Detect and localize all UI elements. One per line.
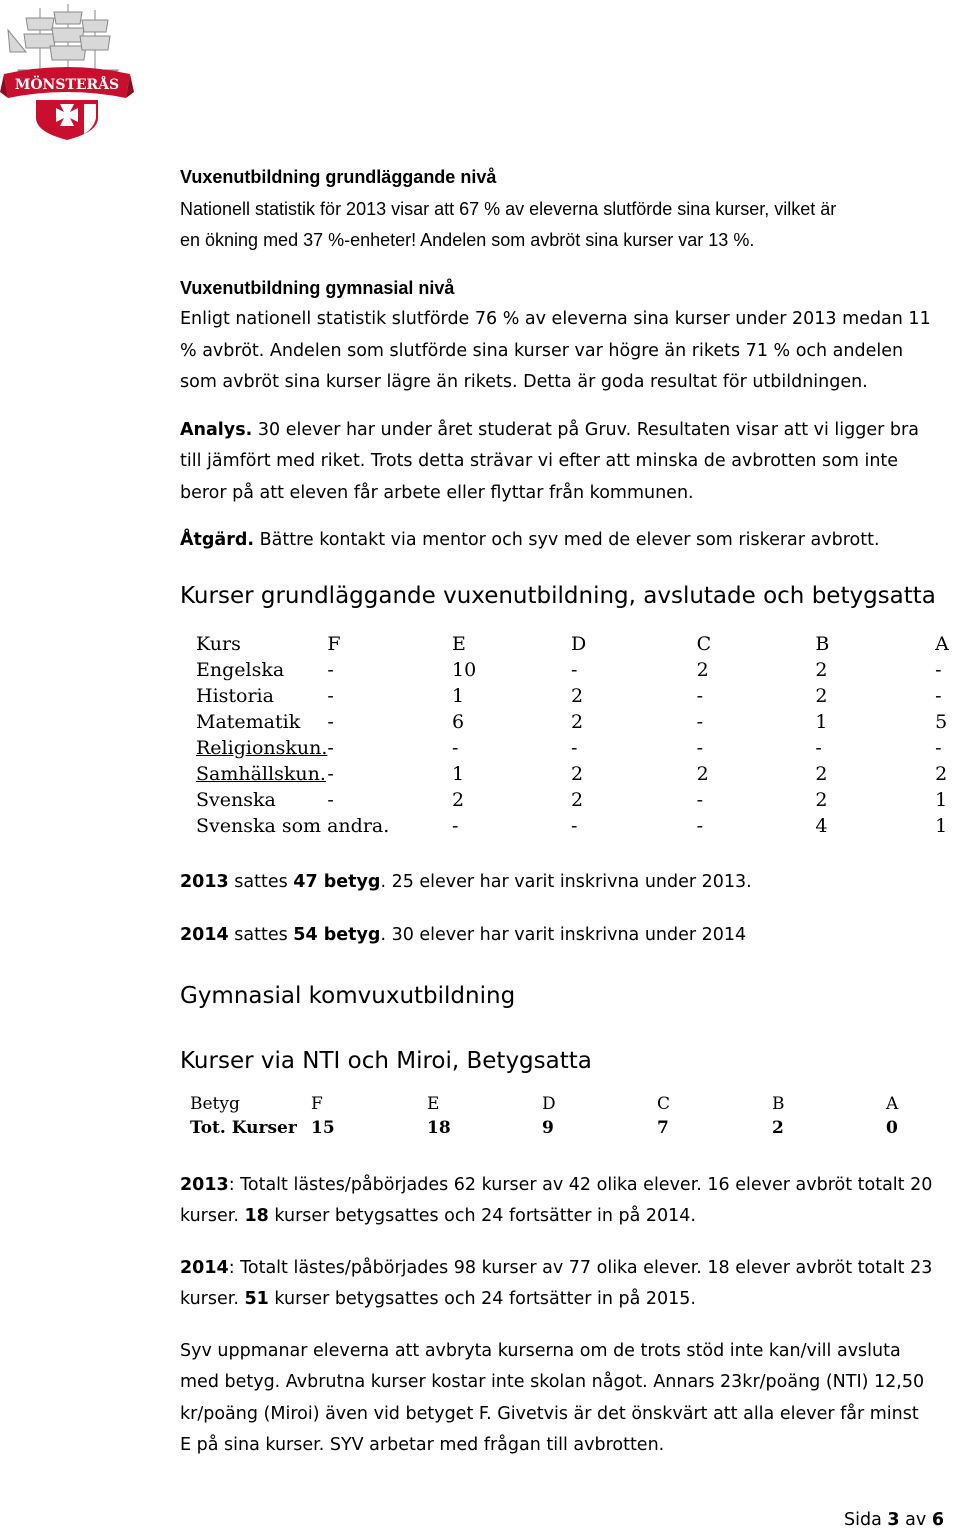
table-cell: 6 <box>452 710 465 733</box>
table-header-cell: A <box>886 1093 899 1114</box>
table-cell: 2 <box>772 1117 784 1138</box>
table-cell: - <box>327 762 334 785</box>
table-header-cell: B <box>815 632 830 655</box>
table-cell: 9 <box>542 1117 554 1138</box>
table-cell: 2 <box>571 788 584 811</box>
table-cell: - <box>935 684 942 707</box>
atgard-label: Åtgärd. <box>180 530 255 550</box>
table-cell: - <box>696 684 704 707</box>
table-cell: Svenska som andra. <box>196 814 390 837</box>
table-header-cell: B <box>772 1093 785 1114</box>
table-cell: - <box>327 658 334 681</box>
table-cell: Historia <box>196 684 274 707</box>
paragraph-line: % avbröt. Andelen som slutförde sina kurser var högre än rikets 71 % och andelen <box>180 340 904 361</box>
table-cell: - <box>327 684 334 707</box>
table-header-cell: C <box>696 632 712 655</box>
table-cell: 4 <box>815 814 828 837</box>
table-cell: - <box>452 736 459 759</box>
paragraph-line: Enligt nationell statistik slutförde 76 % av eleverna sina kurser under 2013 medan 11 <box>180 309 931 329</box>
heading-grundlaggande: Vuxenutbildning grundläggande nivå <box>180 167 497 187</box>
table-cell: 5 <box>935 710 948 733</box>
table-row <box>196 787 955 813</box>
table-header-cell: E <box>452 632 466 655</box>
heading-gymnasial: Vuxenutbildning gymnasial nivå <box>180 277 455 298</box>
paragraph-line: som avbröt sina kurser lägre än rikets. Detta är goda resultat för utbildningen. <box>180 372 868 392</box>
table-cell: Engelska <box>196 658 285 681</box>
table-row <box>196 735 955 761</box>
table-header-row <box>196 631 955 657</box>
table-cell: Tot. Kurser <box>190 1117 297 1138</box>
table-cell: - <box>571 736 578 759</box>
table-cell: - <box>452 814 459 837</box>
table-header-cell: A <box>935 632 949 655</box>
stats-2014-line-2: kurser. 51 kurser betygsattes och 24 fortsätter in på 2015. <box>180 1289 696 1309</box>
table-cell: - <box>327 710 334 733</box>
sattes-2014: 2014 sattes 54 betyg. 30 elever har varit inskrivna under 2014 <box>180 925 747 945</box>
table-header-cell: Kurs <box>196 632 241 655</box>
table-header-cell: F <box>311 1093 323 1114</box>
table-row <box>196 657 955 683</box>
stats-2014-line-1: 2014: Totalt lästes/påbörjades 98 kurser av 77 olika elever. 18 elever avbröt totalt 23 <box>180 1257 933 1278</box>
sattes-2013: 2013 sattes 47 betyg. 25 elever har varit inskrivna under 2013. <box>180 871 752 892</box>
stats-2013-line-2: kurser. 18 kurser betygsattes och 24 fortsätter in på 2014. <box>180 1206 696 1226</box>
table-cell: 2 <box>571 710 584 733</box>
table-row <box>196 761 955 787</box>
logo-text: MÖNSTERÅS <box>14 77 120 93</box>
paragraph-line: beror på att eleven får arbete eller flyttar från kommunen. <box>180 482 694 503</box>
table-cell: 2 <box>452 788 465 811</box>
table-cell: 2 <box>935 762 948 785</box>
table-cell: Svenska <box>196 788 276 811</box>
table-cell: - <box>571 658 578 681</box>
monsteras-logo <box>0 0 135 140</box>
table-cell: 2 <box>571 684 584 707</box>
table-header-cell: D <box>542 1093 556 1114</box>
table-cell: 2 <box>696 658 709 681</box>
table-cell: 2 <box>815 762 828 785</box>
table-cell: 10 <box>452 658 477 681</box>
table-row <box>190 1116 906 1140</box>
table-cell: Religionskun. <box>196 736 328 759</box>
table-cell: - <box>696 710 704 733</box>
paragraph-line: Nationell statistik för 2013 visar att 67 % av eleverna slutförde sina kurser, vilket är <box>180 198 837 219</box>
document-body <box>180 162 955 1462</box>
table-header-cell: C <box>657 1093 671 1114</box>
table-cell: Samhällskun. <box>196 762 326 785</box>
table-cell: 18 <box>427 1117 451 1138</box>
table-cell: 2 <box>815 788 828 811</box>
table-cell: 1 <box>452 684 465 707</box>
paragraph-line: Syv uppmanar eleverna att avbryta kurserna om de trots stöd inte kan/vill avsluta <box>180 1340 901 1361</box>
grades-table-grund <box>196 631 955 839</box>
table-cell: 1 <box>935 814 948 837</box>
table-cell: - <box>327 788 334 811</box>
section-title-kurser-grund: Kurser grundläggande vuxenutbildning, avslutade och betygsatta <box>180 582 936 609</box>
paragraph-line: med betyg. Avbrutna kurser kostar inte skolan något. Annars 23kr/poäng (NTI) 12,50 <box>180 1372 925 1392</box>
paragraph-line: E på sina kurser. SYV arbetar med frågan till avbrotten. <box>180 1435 665 1455</box>
table-cell: - <box>815 736 822 759</box>
section-title-gymnasial-komvux: Gymnasial komvuxutbildning <box>180 982 516 1009</box>
table-header-cell: D <box>571 632 587 655</box>
table-header-cell: E <box>427 1093 440 1114</box>
table-cell: 1 <box>935 788 948 811</box>
stats-2013-line-1: 2013: Totalt lästes/påbörjades 62 kurser av 42 olika elever. 16 elever avbröt totalt 20 <box>180 1174 933 1195</box>
page-number: Sida 3 av 6 <box>844 1510 944 1530</box>
table-cell: 15 <box>311 1117 335 1138</box>
table-cell: - <box>571 814 578 837</box>
table-header-cell: Betyg <box>190 1093 240 1114</box>
table-row <box>196 683 955 709</box>
table-cell: 1 <box>815 710 828 733</box>
atgard-line: Åtgärd. Bättre kontakt via mentor och syv med de elever som riskerar avbrott. <box>180 530 880 550</box>
table-cell: - <box>327 736 334 759</box>
table-cell: Matematik <box>196 710 301 733</box>
analys-line-1: Analys. 30 elever har under året studerat på Gruv. Resultaten visar att vi ligger bra <box>180 419 919 440</box>
section-title-kurser-nti: Kurser via NTI och Miroi, Betygsatta <box>180 1047 592 1074</box>
table-cell: - <box>696 788 704 811</box>
table-cell: 2 <box>815 684 828 707</box>
table-header-row <box>190 1092 906 1116</box>
table-cell: - <box>935 658 942 681</box>
table-cell: 2 <box>815 658 828 681</box>
table-cell: 7 <box>657 1117 669 1138</box>
paragraph-line: till jämfört med riket. Trots detta strävar vi efter att minska de avbrotten som inte <box>180 451 899 471</box>
table-cell: 2 <box>571 762 584 785</box>
table-row <box>196 709 955 735</box>
grades-table-nti <box>190 1092 906 1140</box>
paragraph-line: kr/poäng (Miroi) även vid betyget F. Givetvis är det önskvärt att alla elever får minst <box>180 1403 919 1424</box>
table-row <box>196 813 955 839</box>
analys-label: Analys. <box>180 419 253 440</box>
table-header-cell: F <box>327 632 341 655</box>
table-cell: - <box>696 814 704 837</box>
table-cell: - <box>935 736 942 759</box>
table-cell: 0 <box>886 1117 898 1138</box>
table-cell: 1 <box>452 762 465 785</box>
table-cell: - <box>696 736 704 759</box>
table-cell: 2 <box>696 762 709 785</box>
paragraph-line: en ökning med 37 %-enheter! Andelen som avbröt sina kurser var 13 %. <box>180 230 755 250</box>
